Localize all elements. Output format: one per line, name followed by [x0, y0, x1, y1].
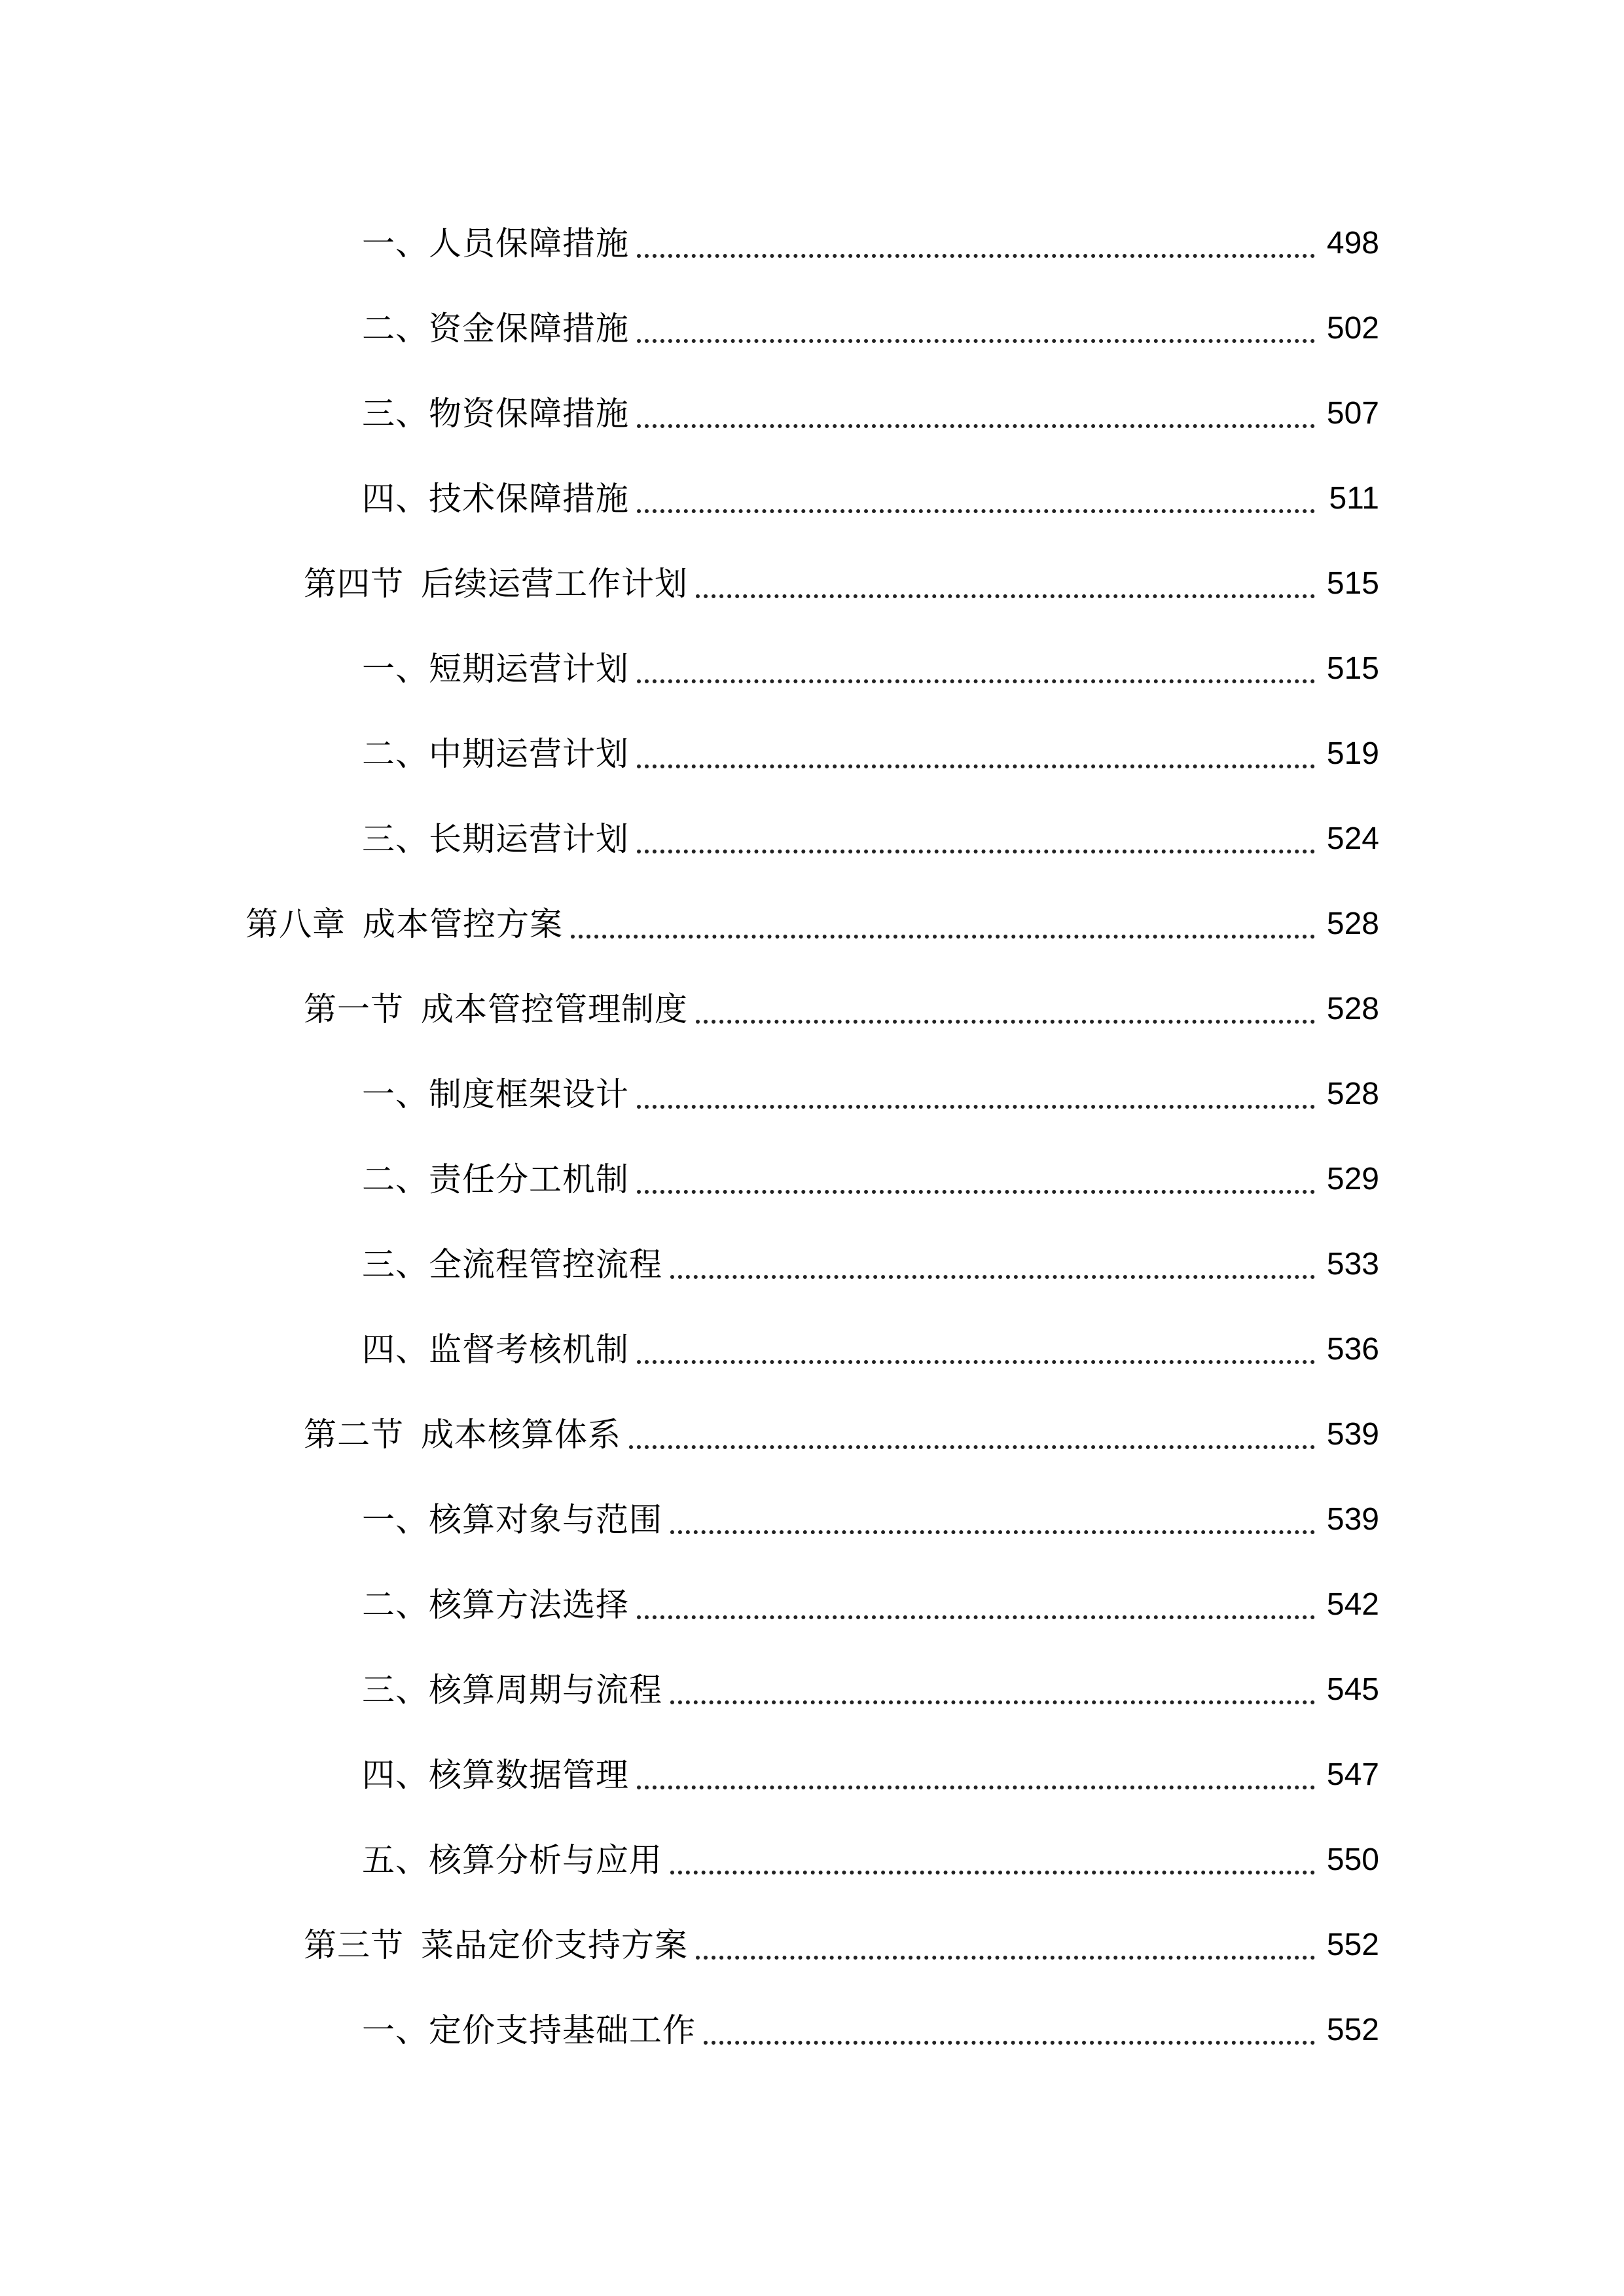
toc-entry-title: 核算对象与范围: [429, 1501, 662, 1539]
toc-entry[interactable]: [0, 456, 1624, 541]
toc-entry-number: 一、: [362, 2011, 429, 2049]
toc-entry-label: [245, 905, 563, 944]
dot-leader: [637, 734, 1315, 774]
toc-entry-number: 四、: [362, 1756, 429, 1794]
dot-leader: [637, 1755, 1315, 1795]
toc-entry-page-number: 529: [1326, 1162, 1379, 1196]
toc-entry[interactable]: [0, 1562, 1624, 1647]
toc-entry[interactable]: [0, 1732, 1624, 1818]
toc-entry[interactable]: [0, 882, 1624, 967]
toc-entry[interactable]: [0, 286, 1624, 371]
dot-leader: [704, 2011, 1315, 2050]
dot-leader: [637, 394, 1315, 433]
toc-entry-number: 第三节: [304, 1926, 404, 1964]
toc-entry-page-number: 507: [1326, 396, 1379, 431]
dot-leader: [696, 1926, 1315, 1965]
toc-entry[interactable]: [0, 1222, 1624, 1307]
toc-entry-label: [362, 309, 629, 348]
toc-entry-number: 二、: [362, 735, 429, 773]
toc-entry-label: [362, 394, 629, 433]
toc-entry[interactable]: [0, 967, 1624, 1052]
toc-entry-title: 人员保障措施: [429, 224, 629, 262]
toc-entry-title: 制度框架设计: [429, 1075, 629, 1113]
toc-entry-page-number: 536: [1326, 1332, 1379, 1367]
toc-entry[interactable]: [0, 1818, 1624, 1903]
toc-entry[interactable]: [0, 1647, 1624, 1732]
toc-entry-number: 第一节: [304, 990, 404, 1028]
toc-entry-page-number: 515: [1326, 566, 1379, 601]
toc-entry[interactable]: [0, 626, 1624, 711]
toc-entry-number: 一、: [362, 650, 429, 688]
toc-entry-page-number: 545: [1326, 1672, 1379, 1707]
toc-entry-page-number: 515: [1326, 651, 1379, 686]
toc-entry-number: 五、: [362, 1841, 429, 1879]
toc-entry-label: [362, 479, 629, 518]
dot-leader: [670, 1670, 1315, 1710]
toc-entry[interactable]: [0, 1137, 1624, 1222]
toc-entry-title: 资金保障措施: [429, 310, 629, 348]
toc-entry-page-number: 539: [1326, 1417, 1379, 1452]
toc-entry-title: 成本核算体系: [421, 1416, 621, 1454]
dot-leader: [637, 309, 1315, 348]
dot-leader: [637, 649, 1315, 689]
toc-entry-page-number: 511: [1329, 481, 1379, 516]
dot-leader: [637, 479, 1315, 518]
toc-entry-title: 成本管控方案: [363, 905, 563, 943]
toc-entry-page-number: 528: [1326, 992, 1379, 1026]
toc-entry-page-number: 498: [1326, 226, 1379, 260]
toc-entry[interactable]: [0, 797, 1624, 882]
toc-entry-label: [362, 224, 629, 263]
toc-entry[interactable]: [0, 1988, 1624, 2073]
toc-entry[interactable]: [0, 1903, 1624, 1988]
toc-entry-label: [304, 1415, 621, 1454]
toc-entry-title: 定价支持基础工作: [429, 2011, 696, 2049]
toc-entry-title: 核算分析与应用: [429, 1841, 662, 1879]
dot-leader: [637, 224, 1315, 263]
toc-entry-page-number: 524: [1326, 821, 1379, 856]
toc-entry-number: 第四节: [304, 565, 404, 603]
toc-entry-page-number: 528: [1326, 906, 1379, 941]
toc-entry-number: 二、: [362, 1586, 429, 1624]
toc-entry-label: [362, 734, 629, 774]
toc-entry-label: [362, 2011, 696, 2050]
toc-entry-label: [304, 1926, 688, 1965]
dot-leader: [637, 1075, 1315, 1114]
toc-entry-label: [362, 819, 629, 859]
toc-entry-page-number: 547: [1326, 1757, 1379, 1792]
toc-entry-title: 物资保障措施: [429, 395, 629, 433]
toc-entry-title: 长期运营计划: [429, 820, 629, 858]
toc-entry-label: [362, 649, 629, 689]
dot-leader: [637, 1585, 1315, 1624]
toc-entry-title: 菜品定价支持方案: [421, 1926, 688, 1964]
toc-entry[interactable]: [0, 1477, 1624, 1562]
toc-entry-label: [362, 1840, 662, 1880]
table-of-contents: [0, 201, 1624, 2073]
toc-entry-number: 三、: [362, 395, 429, 433]
toc-entry-title: 核算数据管理: [429, 1756, 629, 1794]
dot-leader: [696, 990, 1315, 1029]
toc-entry-number: 三、: [362, 820, 429, 858]
toc-entry[interactable]: [0, 541, 1624, 626]
toc-entry-title: 成本管控管理制度: [421, 990, 688, 1028]
toc-entry-page-number: 539: [1326, 1502, 1379, 1537]
toc-entry-page-number: 552: [1326, 2013, 1379, 2047]
toc-entry-page-number: 552: [1326, 1928, 1379, 1962]
toc-entry-title: 监督考核机制: [429, 1331, 629, 1369]
toc-entry-label: [362, 1585, 629, 1624]
dot-leader: [637, 819, 1315, 859]
toc-entry-label: [304, 564, 688, 603]
toc-entry-label: [362, 1755, 629, 1795]
toc-entry[interactable]: [0, 1052, 1624, 1137]
toc-entry-page-number: 502: [1326, 311, 1379, 346]
toc-entry-page-number: 528: [1326, 1077, 1379, 1111]
toc-entry-number: 二、: [362, 310, 429, 348]
toc-entry-page-number: 533: [1326, 1247, 1379, 1282]
toc-entry-number: 三、: [362, 1246, 429, 1283]
toc-entry-number: 一、: [362, 1501, 429, 1539]
toc-entry-title: 责任分工机制: [429, 1160, 629, 1198]
toc-entry-label: [362, 1670, 662, 1710]
toc-entry[interactable]: [0, 711, 1624, 797]
toc-entry-title: 核算方法选择: [429, 1586, 629, 1624]
toc-entry-title: 中期运营计划: [429, 735, 629, 773]
toc-entry-number: 第二节: [304, 1416, 404, 1454]
toc-entry-number: 三、: [362, 1671, 429, 1709]
toc-entry-page-number: 542: [1326, 1587, 1379, 1622]
toc-entry-page-number: 550: [1326, 1842, 1379, 1877]
toc-entry-label: [362, 1245, 662, 1284]
dot-leader: [637, 1160, 1315, 1199]
toc-entry[interactable]: [0, 371, 1624, 456]
toc-entry-title: 技术保障措施: [429, 480, 629, 518]
toc-entry-label: [362, 1075, 629, 1114]
dot-leader: [670, 1840, 1315, 1880]
toc-entry[interactable]: [0, 1307, 1624, 1392]
toc-entry-label: [304, 990, 688, 1029]
toc-entry-number: 二、: [362, 1160, 429, 1198]
toc-entry-label: [362, 1160, 629, 1199]
dot-leader: [637, 1330, 1315, 1369]
toc-entry-label: [362, 1330, 629, 1369]
toc-entry-title: 后续运营工作计划: [421, 565, 688, 603]
dot-leader: [629, 1415, 1315, 1454]
toc-entry-page-number: 519: [1326, 736, 1379, 771]
dot-leader: [670, 1500, 1315, 1539]
toc-entry[interactable]: [0, 1392, 1624, 1477]
toc-entry-title: 短期运营计划: [429, 650, 629, 688]
toc-entry-number: 四、: [362, 480, 429, 518]
toc-entry[interactable]: [0, 201, 1624, 286]
toc-entry-title: 全流程管控流程: [429, 1246, 662, 1283]
toc-entry-number: 一、: [362, 1075, 429, 1113]
toc-entry-number: 第八章: [245, 905, 346, 943]
toc-entry-number: 四、: [362, 1331, 429, 1369]
toc-entry-number: 一、: [362, 224, 429, 262]
toc-entry-title: 核算周期与流程: [429, 1671, 662, 1709]
dot-leader: [696, 564, 1315, 603]
toc-entry-label: [362, 1500, 662, 1539]
dot-leader: [670, 1245, 1315, 1284]
dot-leader: [571, 905, 1315, 944]
